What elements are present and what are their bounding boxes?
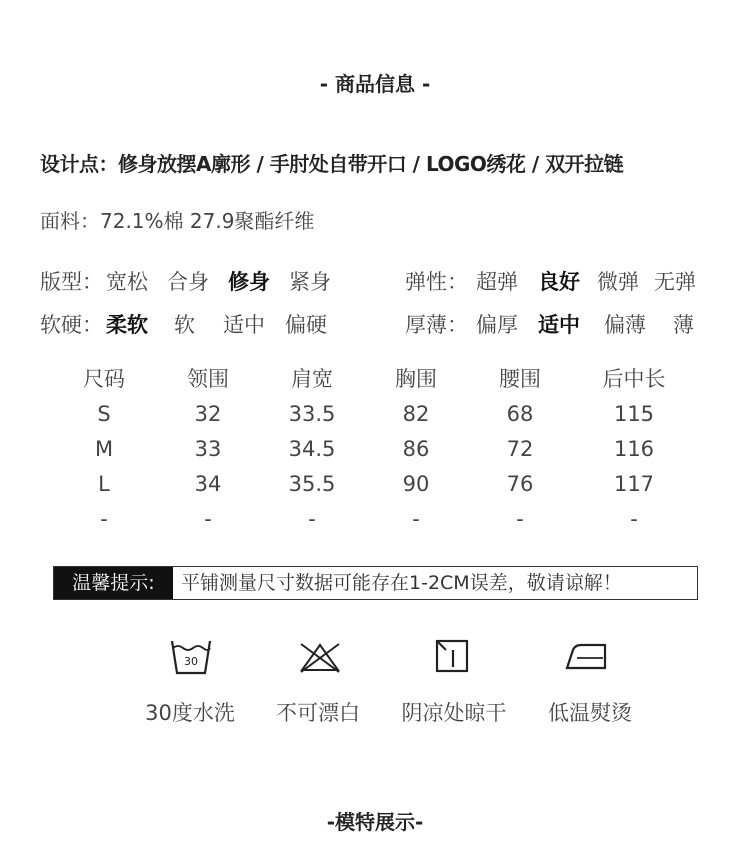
table-cell: 86: [402, 436, 430, 461]
fit-option-regular: 合身: [167, 270, 209, 294]
table-cell: -: [412, 506, 420, 531]
header-waist: 腰围: [499, 367, 541, 391]
table-cell: -: [516, 506, 524, 531]
tip-label: 温馨提示:: [54, 567, 173, 599]
fit-row: [40, 266, 360, 294]
table-row: [52, 466, 696, 501]
fit-label: 版型：: [40, 270, 103, 294]
fit-option-slim-selected: 修身: [228, 270, 270, 294]
header-collar: 领围: [187, 367, 229, 391]
header-size: 尺码: [83, 367, 125, 391]
table-cell: 35.5: [288, 471, 336, 496]
header-chest: 胸围: [395, 367, 437, 391]
tip-text: 平铺测量尺寸数据可能存在1-2CM误差，敬请谅解！: [181, 572, 622, 594]
softness-label: 软硬：: [40, 313, 103, 337]
care-label-no-bleach: 不可漂白: [276, 701, 360, 725]
softness-option-soft-selected: 柔软: [106, 313, 148, 337]
table-cell: 34.5: [288, 436, 336, 461]
table-cell: 90: [402, 471, 430, 496]
size-table-header: [52, 360, 696, 396]
thickness-option-medium-selected: 适中: [538, 313, 580, 337]
care-label-wash: 30度水洗: [145, 701, 235, 725]
elasticity-option-none: 无弹: [654, 270, 696, 294]
table-cell: 82: [402, 401, 430, 426]
care-label-dry-shade: 阴凉处晾干: [401, 701, 507, 725]
fit-option-tight: 紧身: [289, 270, 331, 294]
design-points: 设计点：修身放摆A廓形 / 手肘处自带开口 / LOGO绣花 / 双开拉链: [40, 152, 624, 176]
softness-option-stiff: 偏硬: [285, 313, 327, 337]
dry-in-shade-icon: [435, 639, 469, 673]
iron-low-temp-icon: [565, 640, 609, 672]
fit-option-loose: 宽松: [106, 270, 148, 294]
thickness-option-thick: 偏厚: [476, 313, 518, 337]
elasticity-row: [405, 266, 725, 294]
thickness-label: 厚薄：: [405, 313, 468, 337]
table-cell: S: [97, 401, 111, 426]
table-cell: -: [308, 506, 316, 531]
care-label-iron: 低温熨烫: [548, 701, 632, 725]
table-cell: -: [630, 506, 638, 531]
softness-option-softish: 软: [174, 313, 195, 337]
tip-bar: [53, 566, 698, 600]
thickness-option-thinnish: 偏薄: [604, 313, 646, 337]
elasticity-option-good-selected: 良好: [538, 270, 580, 294]
table-cell: 32: [194, 401, 222, 426]
table-cell: M: [94, 436, 114, 461]
table-cell: 68: [506, 401, 534, 426]
elasticity-option-super: 超弹: [476, 270, 518, 294]
wash-30-icon: [170, 637, 212, 677]
header-shoulder: 肩宽: [291, 367, 333, 391]
fabric-composition: 面料：72.1%棉 27.9聚酯纤维: [40, 209, 315, 233]
wash-temp-text: 30: [184, 655, 198, 668]
table-cell: -: [100, 506, 108, 531]
table-cell: 76: [506, 471, 534, 496]
table-row: [52, 431, 696, 466]
table-row: [52, 501, 696, 536]
section-title-model-show: -模特展示-: [326, 810, 424, 834]
no-bleach-icon: [298, 640, 342, 674]
softness-row: [40, 309, 360, 337]
table-cell: -: [204, 506, 212, 531]
table-cell: 33: [194, 436, 222, 461]
table-cell: 33.5: [288, 401, 336, 426]
header-back-length: 后中长: [602, 367, 666, 391]
section-title-product-info: - 商品信息 -: [319, 72, 431, 96]
table-cell: 72: [506, 436, 534, 461]
elasticity-label: 弹性：: [405, 270, 468, 294]
thickness-option-thin: 薄: [673, 313, 694, 337]
table-cell: L: [98, 471, 110, 496]
table-row: [52, 396, 696, 431]
size-table: [52, 360, 696, 536]
softness-option-medium: 适中: [223, 313, 265, 337]
table-cell: 116: [613, 436, 655, 461]
table-cell: 115: [613, 401, 655, 426]
elasticity-option-slight: 微弹: [597, 270, 639, 294]
table-cell: 117: [613, 471, 655, 496]
thickness-row: [405, 309, 725, 337]
table-cell: 34: [194, 471, 222, 496]
